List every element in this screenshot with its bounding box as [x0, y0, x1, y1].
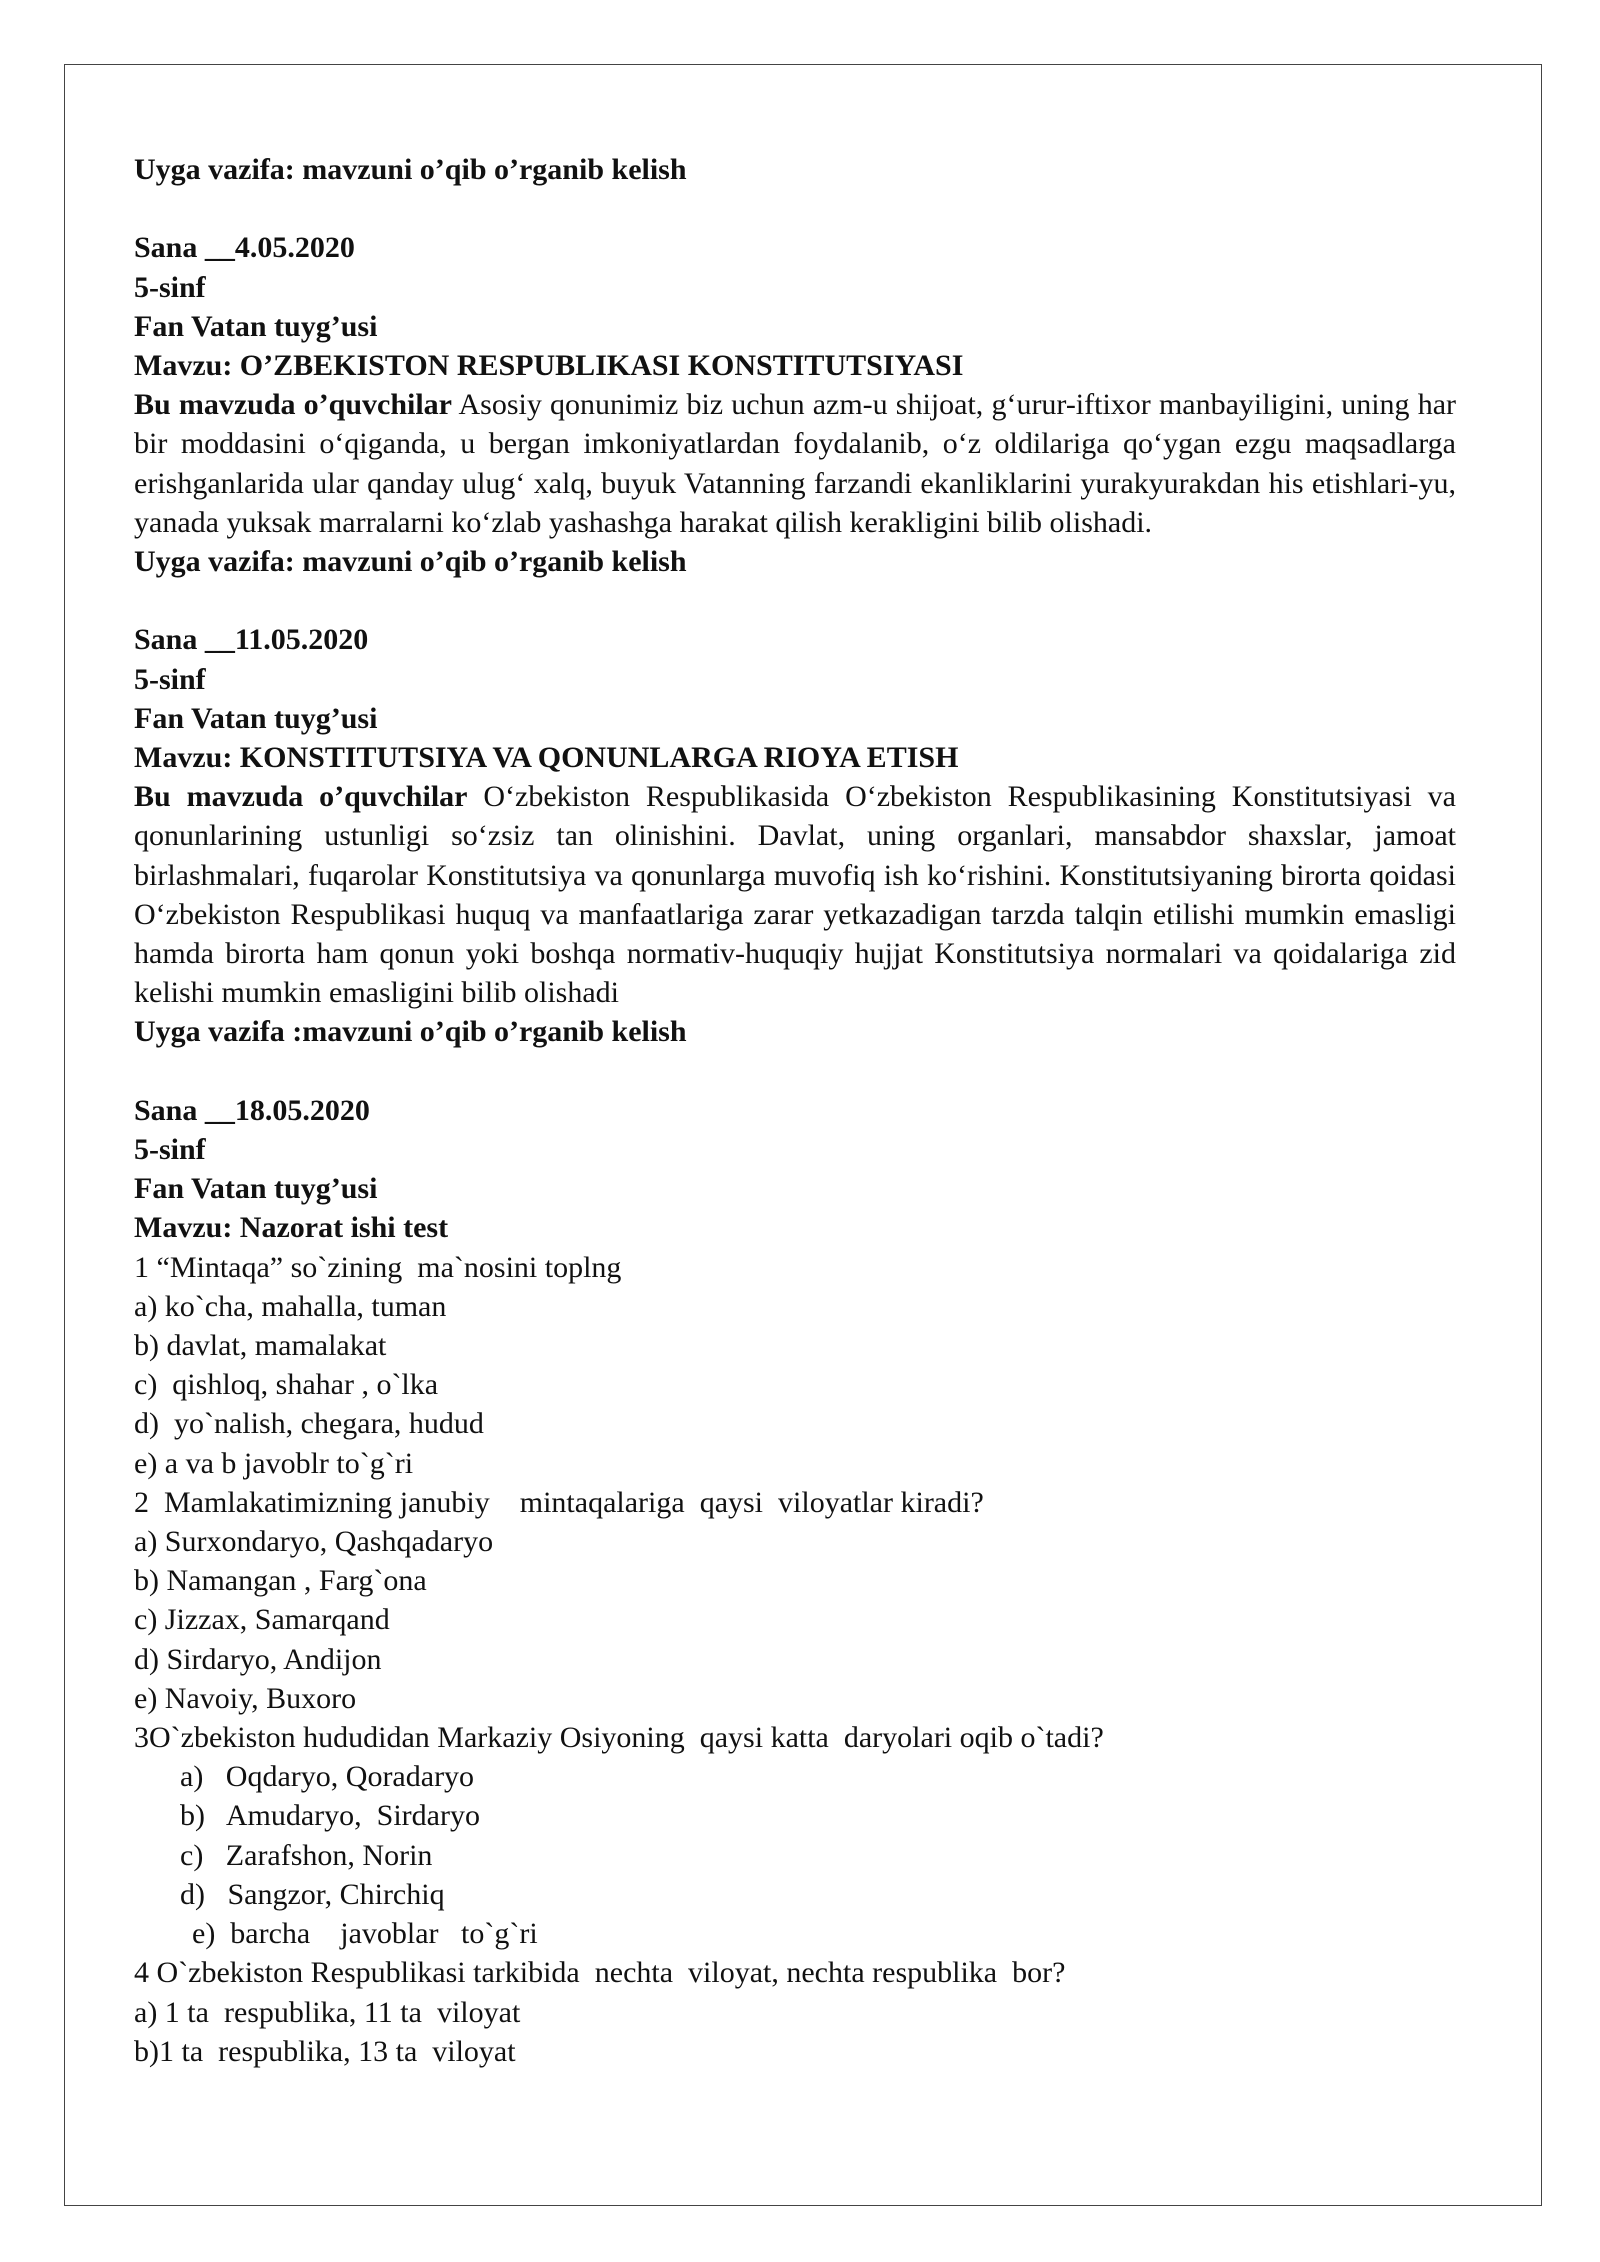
lesson-date: Sana __18.05.2020 — [134, 1093, 370, 1127]
lesson-body: Asosiy qonunimiz biz uchun azm-u shijoat, g‘urur-iftixor manbayiligini, uning har bir moddasini o‘qiganda, u bergan imkoniyatlardan foydalanib, o‘z oldilariga qo‘ygan ezgu maqsadlarga erishganlarida ular qanday ulug‘ xalq, buyuk Vatanning farzandi ekanliklarini yurakyurakdan his etishlari-yu, yanada yuksak marralarni ko‘zlab yashashga harakat qilish kerakligini bilib olishadi. — [134, 388, 1457, 539]
homework-line: Uyga vazifa: mavzuni o’qib o’rganib kelish — [134, 545, 687, 579]
homework-line: Uyga vazifa: mavzuni o’qib o’rganib kelish — [134, 153, 687, 186]
lesson-subject: Fan Vatan tuyg’usi — [134, 309, 378, 343]
lesson-description — [134, 385, 1456, 542]
answer-option: b)1 ta respublika, 13 ta viloyat — [134, 2034, 516, 2068]
lesson-description — [134, 777, 1456, 1012]
lesson-grade: 5-sinf — [134, 270, 206, 304]
lesson-date: Sana __4.05.2020 — [134, 231, 355, 265]
lesson-subject: Fan Vatan tuyg’usi — [134, 701, 378, 735]
answer-option: b) Namangan , Farg`ona — [134, 1564, 427, 1598]
answer-option: e) barcha javoblar to`g`ri — [192, 1917, 538, 1951]
answer-option: d) Sangzor, Chirchiq — [180, 1877, 445, 1911]
lesson-date: Sana __11.05.2020 — [134, 623, 369, 657]
answer-option: b) Amudaryo, Sirdaryo — [180, 1799, 480, 1833]
answer-option: b) davlat, mamalakat — [134, 1329, 387, 1363]
lesson-topic: Mavzu: KONSTITUTSIYA VA QONUNLARGA RIOYA ETISH — [134, 741, 959, 775]
lesson-topic: Mavzu: Nazorat ishi test — [134, 1211, 449, 1245]
answer-option: d) yo`nalish, chegara, hudud — [134, 1407, 484, 1441]
lesson-body: O‘zbekiston Respublikasida O‘zbekiston Respublikasining Konstitutsiyasi va qonunlarining ustunligi so‘zsiz tan olinishini. Davlat, uning organlari, mansabdor shaxslar, jamoat birlashmalari, fuqarolar Konstitutsiya va qonunlarga muvofiq ish ko‘rishini. Konstitutsiyaning birorta qoidasi O‘zbekiston Respublikasi huquq va manfaatlariga zarar yetkazadigan tarzda talqin etilishi mumkin emasligi hamda birorta ham qonun yoki boshqa normativ-huquqiy hujjat Konstitutsiya normalari va qoidalariga zid kelishi mumkin emasligini bilib olishadi — [134, 780, 1457, 1010]
test-question: 4 O`zbekiston Respublikasi tarkibida nechta viloyat, nechta respublika bor? — [134, 1956, 1066, 1990]
lesson-lead: Bu mavzuda o’quvchilar — [134, 780, 468, 814]
answer-option: a) Surxondaryo, Qashqadaryo — [134, 1525, 494, 1559]
answer-option: e) Navoiy, Buxoro — [134, 1681, 357, 1715]
answer-option: a) 1 ta respublika, 11 ta viloyat — [134, 1995, 521, 2029]
answer-option: e) a va b javoblr to`g`ri — [134, 1446, 414, 1480]
lesson-grade: 5-sinf — [134, 662, 206, 696]
lesson-subject: Fan Vatan tuyg’usi — [134, 1172, 378, 1206]
homework-line: Uyga vazifa :mavzuni o’qib o’rganib kelish — [134, 1015, 687, 1049]
answer-option: a) ko`cha, mahalla, tuman — [134, 1289, 447, 1323]
answer-option: a) Oqdaryo, Qoradaryo — [180, 1760, 475, 1794]
answer-option: c) qishloq, shahar , o`lka — [134, 1368, 439, 1402]
lesson-lead: Bu mavzuda o’quvchilar — [134, 388, 453, 422]
answer-option: c) Zarafshon, Norin — [180, 1838, 433, 1872]
answer-option: d) Sirdaryo, Andijon — [134, 1642, 382, 1676]
test-question: 3O`zbekiston hududidan Markaziy Osiyoning qaysi katta daryolari oqib o`tadi? — [134, 1721, 1104, 1755]
answer-option: c) Jizzax, Samarqand — [134, 1603, 390, 1637]
test-question: 1 “Mintaqa” so`zining ma`nosini toplng — [134, 1250, 622, 1284]
lesson-grade: 5-sinf — [134, 1133, 206, 1167]
document-body — [134, 150, 1456, 2071]
lesson-topic: Mavzu: O’ZBEKISTON RESPUBLIKASI KONSTITUTSIYASI — [134, 349, 964, 382]
test-question: 2 Mamlakatimizning janubiy mintaqalariga qaysi viloyatlar kiradi? — [134, 1485, 984, 1519]
